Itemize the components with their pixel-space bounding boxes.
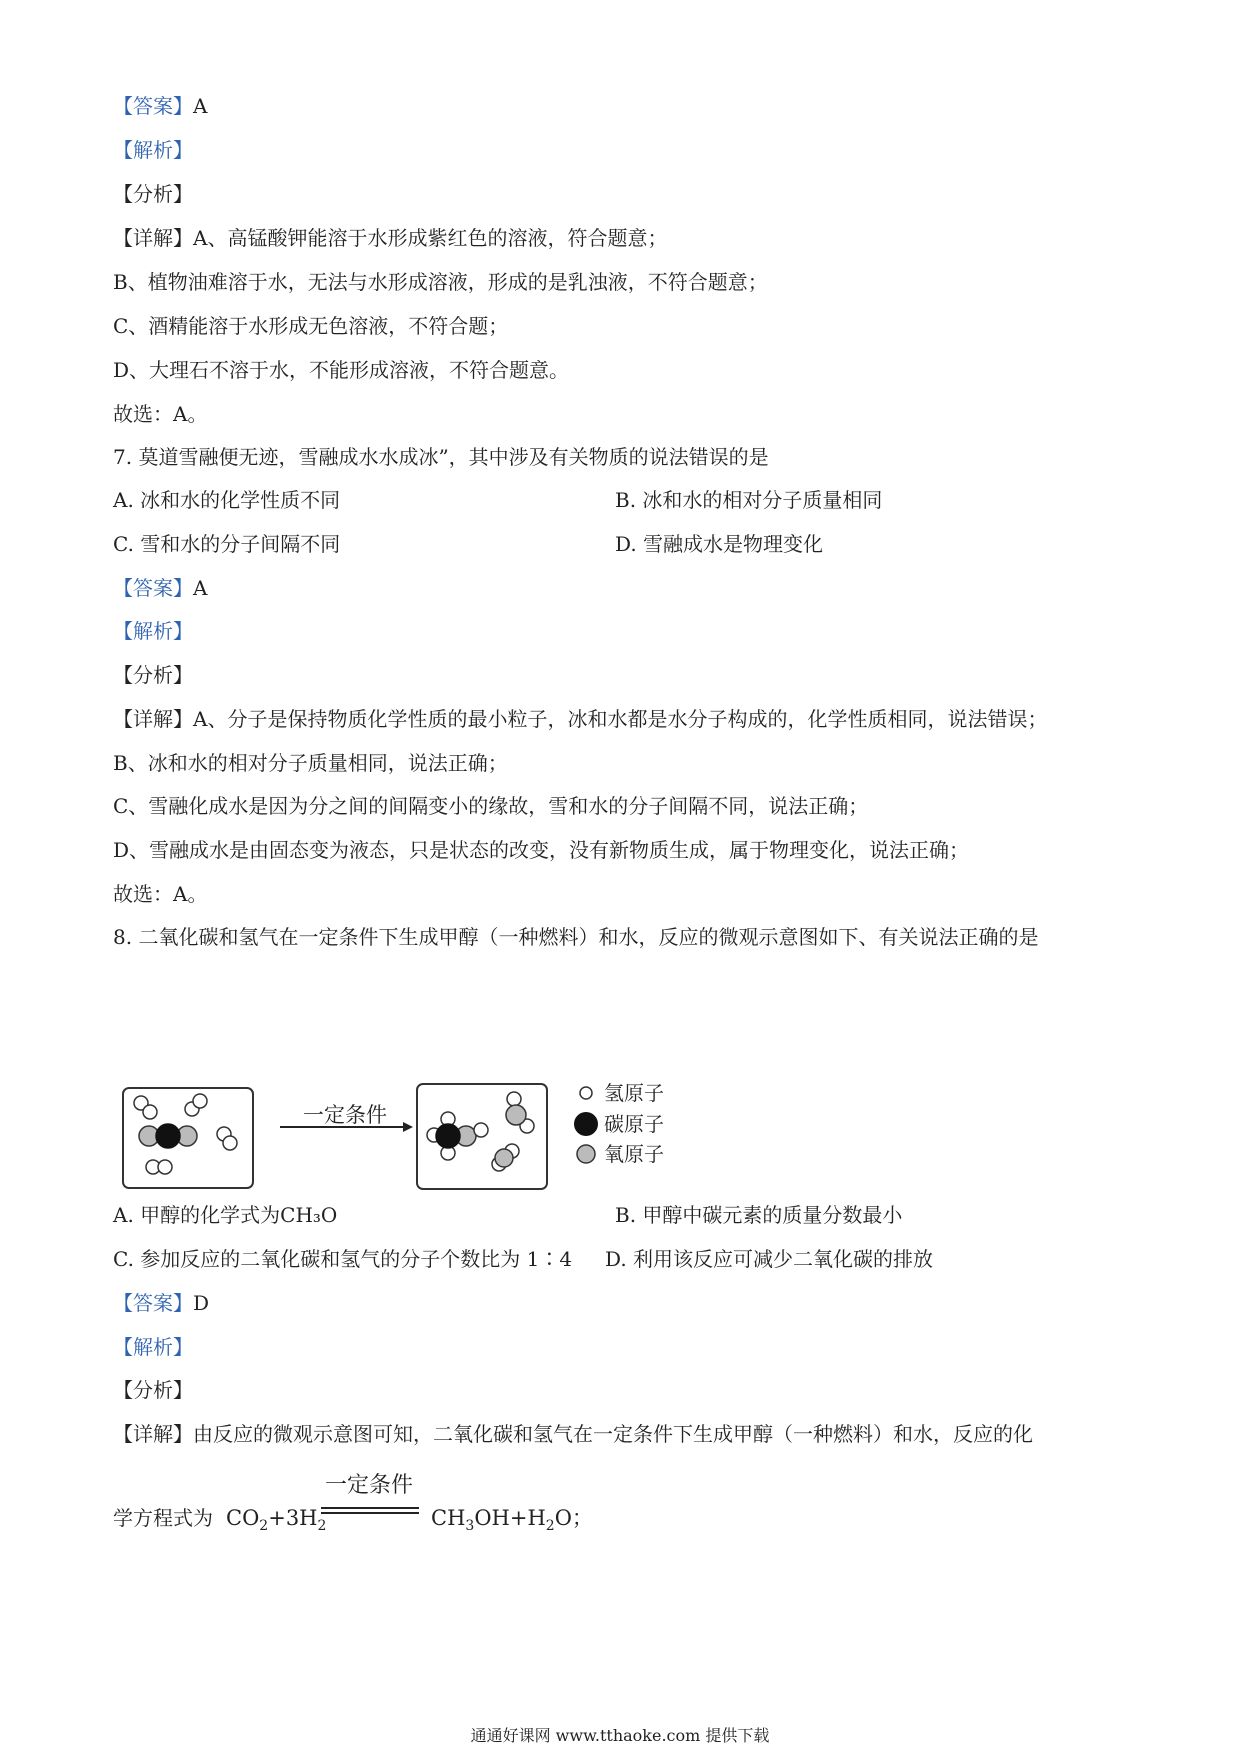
detail-label: 【详解】 xyxy=(113,707,193,731)
q6-analysis-label: 【解析】 xyxy=(113,138,193,162)
h2-molecule xyxy=(146,1160,172,1174)
eq-sub: 2 xyxy=(317,1518,327,1535)
q6-answer-line xyxy=(113,92,207,120)
answer-value: D xyxy=(193,1291,210,1315)
q8-option-c: C. 参加反应的二氧化碳和氢气的分子个数比为 1∶4 xyxy=(113,1247,573,1271)
arrow-condition-label: 一定条件 xyxy=(303,1103,387,1127)
q7-detail-b: B、冰和水的相对分子质量相同，说法正确； xyxy=(113,751,508,775)
q6-fenxi-label: 【分析】 xyxy=(113,182,193,206)
equation-bar-bottom xyxy=(321,1512,419,1514)
detail-text: A、高锰酸钾能溶于水形成紫红色的溶液，符合题意； xyxy=(193,226,668,250)
q8-detail-line xyxy=(113,1420,1033,1448)
q7-conclusion: 故选：A。 xyxy=(113,882,208,906)
equation-bar-top xyxy=(321,1507,419,1509)
q6-conclusion: 故选：A。 xyxy=(113,402,208,426)
q7-detail-a xyxy=(113,705,1047,733)
equation-products xyxy=(431,1504,593,1540)
co2-molecule xyxy=(139,1124,197,1148)
equation-reactants xyxy=(226,1504,326,1540)
q6-detail-b: B、植物油难溶于水，无法与水形成溶液，形成的是乳浊液，不符合题意； xyxy=(113,270,768,294)
oxygen-legend-label: 氧原子 xyxy=(604,1142,664,1166)
detail-label: 【详解】 xyxy=(113,226,193,250)
eq-o: O xyxy=(554,1506,572,1530)
q8-analysis-label: 【解析】 xyxy=(113,1335,193,1359)
eq-sub: 2 xyxy=(545,1518,555,1535)
q6-detail-d: D、大理石不溶于水，不能形成溶液，不符合题意。 xyxy=(113,358,570,382)
hydrogen-legend-label: 氢原子 xyxy=(604,1082,664,1105)
q7-detail-d: D、雪融成水是由固态变为液态，只是状态的改变，没有新物质生成，属于物理变化，说法正确； xyxy=(113,838,970,862)
eq-co2: CO xyxy=(226,1506,260,1530)
eq-end: ； xyxy=(571,1506,593,1530)
q8-fenxi-label: 【分析】 xyxy=(113,1378,193,1402)
q7-answer-line xyxy=(113,574,207,602)
equation-condition: 一定条件 xyxy=(325,1473,414,1498)
carbon-legend-label: 碳原子 xyxy=(604,1112,664,1136)
q8-answer-line xyxy=(113,1289,209,1317)
carbon-legend-icon xyxy=(574,1112,598,1136)
q8-option-b: B. 甲醇中碳元素的质量分数最小 xyxy=(615,1203,903,1227)
q8-stem: 8. 二氧化碳和氢气在一定条件下生成甲醇（一种燃料）和水，反应的微观示意图如下、有关说法正确的是 xyxy=(113,925,1039,949)
oxygen-legend-icon xyxy=(577,1145,595,1163)
hydrogen-legend-icon xyxy=(580,1087,592,1099)
answer-label: 【答案】 xyxy=(113,576,193,600)
reaction-micro-diagram xyxy=(120,1082,720,1197)
equation-prefix: 学方程式为 xyxy=(113,1506,213,1530)
answer-value: A xyxy=(193,576,208,600)
reaction-diagram-svg xyxy=(120,1082,720,1197)
q8-option-d: D. 利用该反应可减少二氧化碳的排放 xyxy=(605,1247,934,1271)
page-footer: 通通好课网 www.tthaoke.com 提供下载 xyxy=(470,1726,770,1745)
q8-option-a: A. 甲醇的化学式为CH₃O xyxy=(113,1203,338,1227)
eq-sub: 3 xyxy=(465,1518,475,1535)
q7-stem: 7. 莫道雪融便无迹，雪融成水水成冰”，其中涉及有关物质的说法错误的是 xyxy=(113,445,769,469)
arrow-head xyxy=(403,1122,413,1132)
detail-label: 【详解】 xyxy=(113,1422,193,1446)
q7-detail-c: C、雪融化成水是因为分之间的间隔变小的缘故，雪和水的分子间隔不同，说法正确； xyxy=(113,794,869,818)
detail-text: A、分子是保持物质化学性质的最小粒子，冰和水都是水分子构成的，化学性质相同，说法错误； xyxy=(193,707,1048,731)
eq-oh-h: OH+H xyxy=(474,1506,546,1530)
detail-text: 由反应的微观示意图可知，二氧化碳和氢气在一定条件下生成甲醇（一种燃料）和水，反应的化 xyxy=(193,1422,1033,1446)
q7-fenxi-label: 【分析】 xyxy=(113,663,193,687)
q6-detail-c: C、酒精能溶于水形成无色溶液，不符合题； xyxy=(113,314,509,338)
answer-value: A xyxy=(193,94,208,118)
answer-label: 【答案】 xyxy=(113,1291,193,1315)
eq-sub: 2 xyxy=(259,1518,269,1535)
q7-option-d: D. 雪融成水是物理变化 xyxy=(615,532,824,556)
q7-analysis-label: 【解析】 xyxy=(113,619,193,643)
q7-option-a: A. 冰和水的化学性质不同 xyxy=(113,488,341,512)
chemical-equation xyxy=(113,1468,813,1538)
q6-detail-a xyxy=(113,224,667,252)
eq-ch: CH xyxy=(431,1506,466,1530)
q7-option-c: C. 雪和水的分子间隔不同 xyxy=(113,532,341,556)
q7-option-b: B. 冰和水的相对分子质量相同 xyxy=(615,488,883,512)
eq-h2: +3H xyxy=(268,1506,318,1530)
answer-label: 【答案】 xyxy=(113,94,193,118)
